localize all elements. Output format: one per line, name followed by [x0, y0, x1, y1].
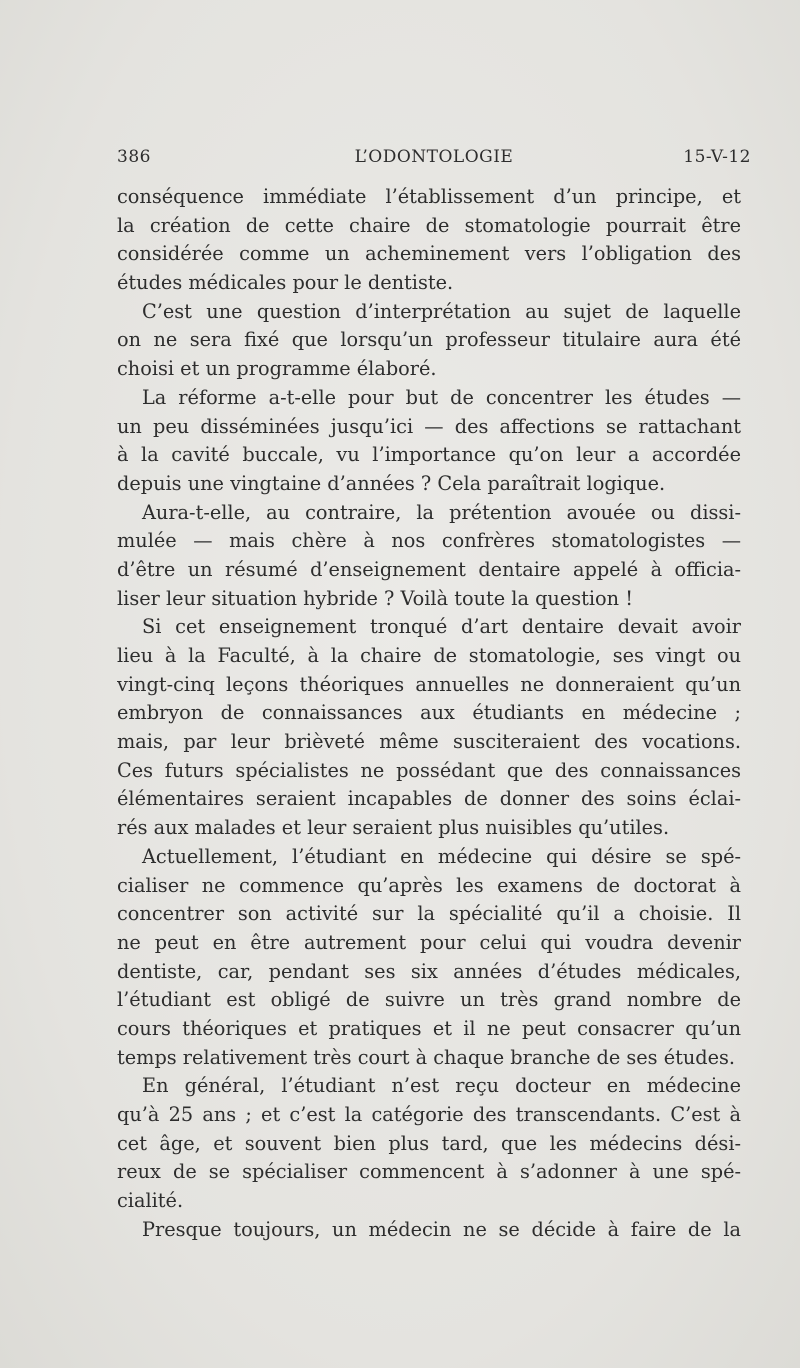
issue-date: 15-V-12	[683, 147, 751, 167]
text-line: on ne sera fixé que lorsqu’un professeur titulaire aura été	[117, 328, 741, 352]
text-line: vingt-cinq leçons théoriques annuelles ne donneraient qu’un	[117, 672, 741, 696]
text-line: choisi et un programme élaboré.	[117, 357, 437, 381]
text-line: En général, l’étudiant n’est reçu docteur en médecine	[142, 1074, 741, 1098]
text-line: à la cavité buccale, vu l’importance qu’on leur a accordée	[117, 443, 741, 467]
text-line: cialité.	[117, 1189, 184, 1213]
text-line: Aura-t-elle, au contraire, la prétention avouée ou dissi-	[142, 500, 741, 524]
page-number: 386	[117, 147, 151, 167]
text-line: liser leur situation hybride ? Voilà toute la question !	[117, 586, 633, 610]
running-header	[117, 147, 751, 175]
text-line: embryon de connaissances aux étudiants en médecine ;	[117, 701, 741, 725]
text-line: un peu disséminées jusqu’ici — des affections se rattachant	[117, 414, 741, 438]
text-line: cet âge, et souvent bien plus tard, que les médecins dési-	[117, 1131, 741, 1155]
text-line: Ces futurs spécialistes ne possédant que des connaissances	[117, 758, 741, 782]
text-line: la création de cette chaire de stomatologie pourrait être	[117, 213, 741, 237]
text-line: concentrer son activité sur la spécialité qu’il a choisie. Il	[117, 902, 741, 926]
text-line: ne peut en être autrement pour celui qui voudra devenir	[117, 930, 741, 954]
text-line: Si cet enseignement tronqué d’art dentaire devait avoir	[142, 615, 741, 639]
text-line: considérée comme un acheminement vers l’obligation des	[117, 242, 741, 266]
running-title: L’ODONTOLOGIE	[354, 147, 514, 167]
text-line: lieu à la Faculté, à la chaire de stomatologie, ses vingt ou	[117, 644, 741, 667]
text-line: d’être un résumé d’enseignement dentaire appelé à officia-	[117, 557, 741, 581]
text-line: conséquence immédiate l’établissement d’un principe, et	[117, 185, 741, 208]
text-line: l’étudiant est obligé de suivre un très grand nombre de	[117, 988, 741, 1012]
text-line: cialiser ne commence qu’après les examens de doctorat à	[117, 873, 741, 897]
text-line: reux de se spécialiser commencent à s’adonner à une spé-	[117, 1160, 741, 1184]
body-text	[117, 183, 741, 1244]
text-line: La réforme a-t-elle pour but de concentrer les études —	[142, 385, 741, 409]
text-line: élémentaires seraient incapables de donner des soins éclai-	[117, 787, 741, 811]
text-line: rés aux malades et leur seraient plus nuisibles qu’utiles.	[117, 816, 670, 840]
text-line: C’est une question d’interprétation au sujet de laquelle	[142, 299, 741, 323]
text-line: études médicales pour le dentiste.	[117, 271, 454, 295]
text-line: mais, par leur brièveté même susciteraient des vocations.	[117, 730, 741, 754]
text-line: dentiste, car, pendant ses six années d’études médicales,	[117, 959, 741, 983]
text-line: temps relativement très court à chaque branche de ses études.	[117, 1045, 736, 1069]
text-line: depuis une vingtaine d’années ? Cela paraîtrait logique.	[117, 471, 666, 495]
text-line: cours théoriques et pratiques et il ne peut consacrer qu’un	[117, 1016, 741, 1040]
text-line: Presque toujours, un médecin ne se décide à faire de la	[142, 1217, 741, 1241]
text-line: mulée — mais chère à nos confrères stomatologistes —	[117, 529, 741, 553]
text-line: Actuellement, l’étudiant en médecine qui désire se spé-	[142, 844, 741, 868]
text-line: qu’à 25 ans ; et c’est la catégorie des transcendants. C’est à	[117, 1103, 741, 1126]
